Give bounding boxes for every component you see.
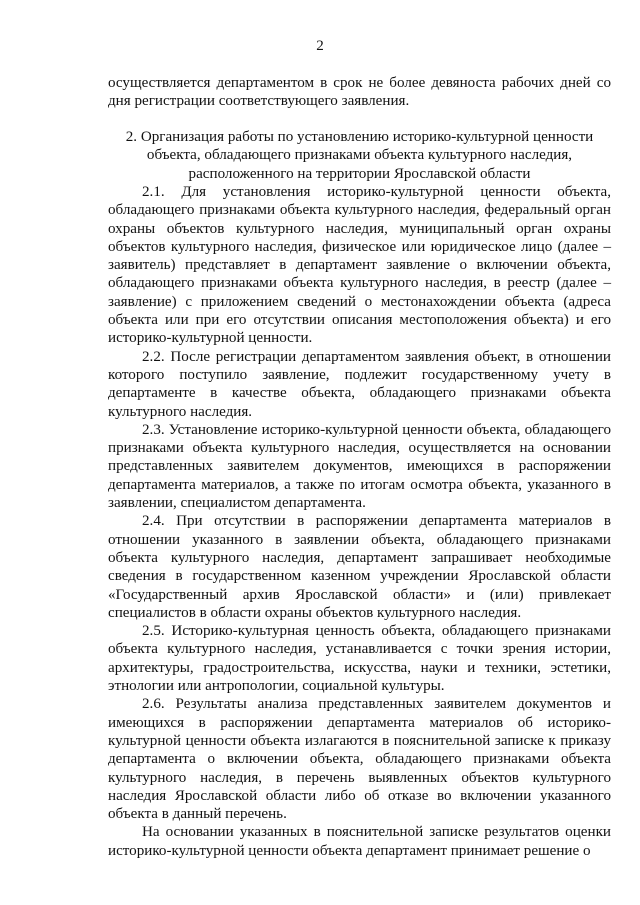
paragraph-2-2: 2.2. После регистрации департаментом заявления объект, в отношении которого поступило заявление, подлежит государственному учету в департаменте в качестве объекта, обладающего признаками объекта культурного наследия.: [108, 348, 611, 420]
paragraph-2-4: 2.4. При отсутствии в распоряжении департамента материалов в отношении указанного в заявлении объекта, обладающего признаками объекта культурного наследия, департамент запрашивает необходимые сведения в государственном казенном учреждении Ярославской области «Государственный архив Ярославской области» и (или) привлекает специалистов в области охраны объектов культурного наследия.: [108, 513, 611, 621]
paragraph-2-1: 2.1. Для установления историко-культурной ценности объекта, обладающего признаками объекта культурного наследия, федеральный орган охраны объектов культурного наследия, муниципальный орган охраны объектов культурного наследия, физическое или юридическое лицо (далее – заявитель) представляет в департамент заявление о включении объекта, обладающего признаками объекта культурного наследия, в реестр (далее – заявление) с приложением сведений о местонахождении объекта (адреса объекта или при его отсутствии описания местоположения объекта) и его историко-культурной ценности.: [108, 184, 611, 347]
paragraph-2-3: 2.3. Установление историко-культурной ценности объекта, обладающего признаками объекта культурного наследия, осуществляется на основании представленных заявителем документов, имеющихся в распоряжении департамента материалов, а также по итогам осмотра объекта, указанного в заявлении, специалистом департамента.: [108, 421, 611, 512]
body-block: [108, 183, 611, 860]
intro-paragraph: осуществляется департаментом в срок не более девяноста рабочих дней со дня регистрации соответствующего заявления.: [108, 75, 611, 110]
paragraph-decision: На основании указанных в пояснительной записке результатов оценки историко-культурной ценности объекта департамент принимает решение о: [108, 824, 611, 859]
intro-block: [108, 74, 611, 111]
section-heading: 2. Организация работы по установлению историко-культурной ценности объекта, обладающего признаками объекта культурного наследия, расположенного на территории Ярославской области: [125, 129, 594, 182]
page-number: 2: [316, 38, 324, 54]
paragraph-2-5: 2.5. Историко-культурная ценность объекта, обладающего признаками объекта культурного наследия, устанавливается с точки зрения истории, архитектуры, градостроительства, искусства, науки и техники, эстетики, этнологии или антропологии, социальной культуры.: [108, 623, 611, 695]
section-heading-block: [108, 128, 611, 183]
paragraph-2-6: 2.6. Результаты анализа представленных заявителем документов и имеющихся в распоряжении департамента материалов об историко-культурной ценности объекта излагаются в пояснительной записке к приказу департамента о включении объекта, обладающего признаками объекта культурного наследия, в перечень выявленных объектов культурного наследия Ярославской области либо об отказе во включении указанного объекта в данный перечень.: [108, 696, 611, 823]
